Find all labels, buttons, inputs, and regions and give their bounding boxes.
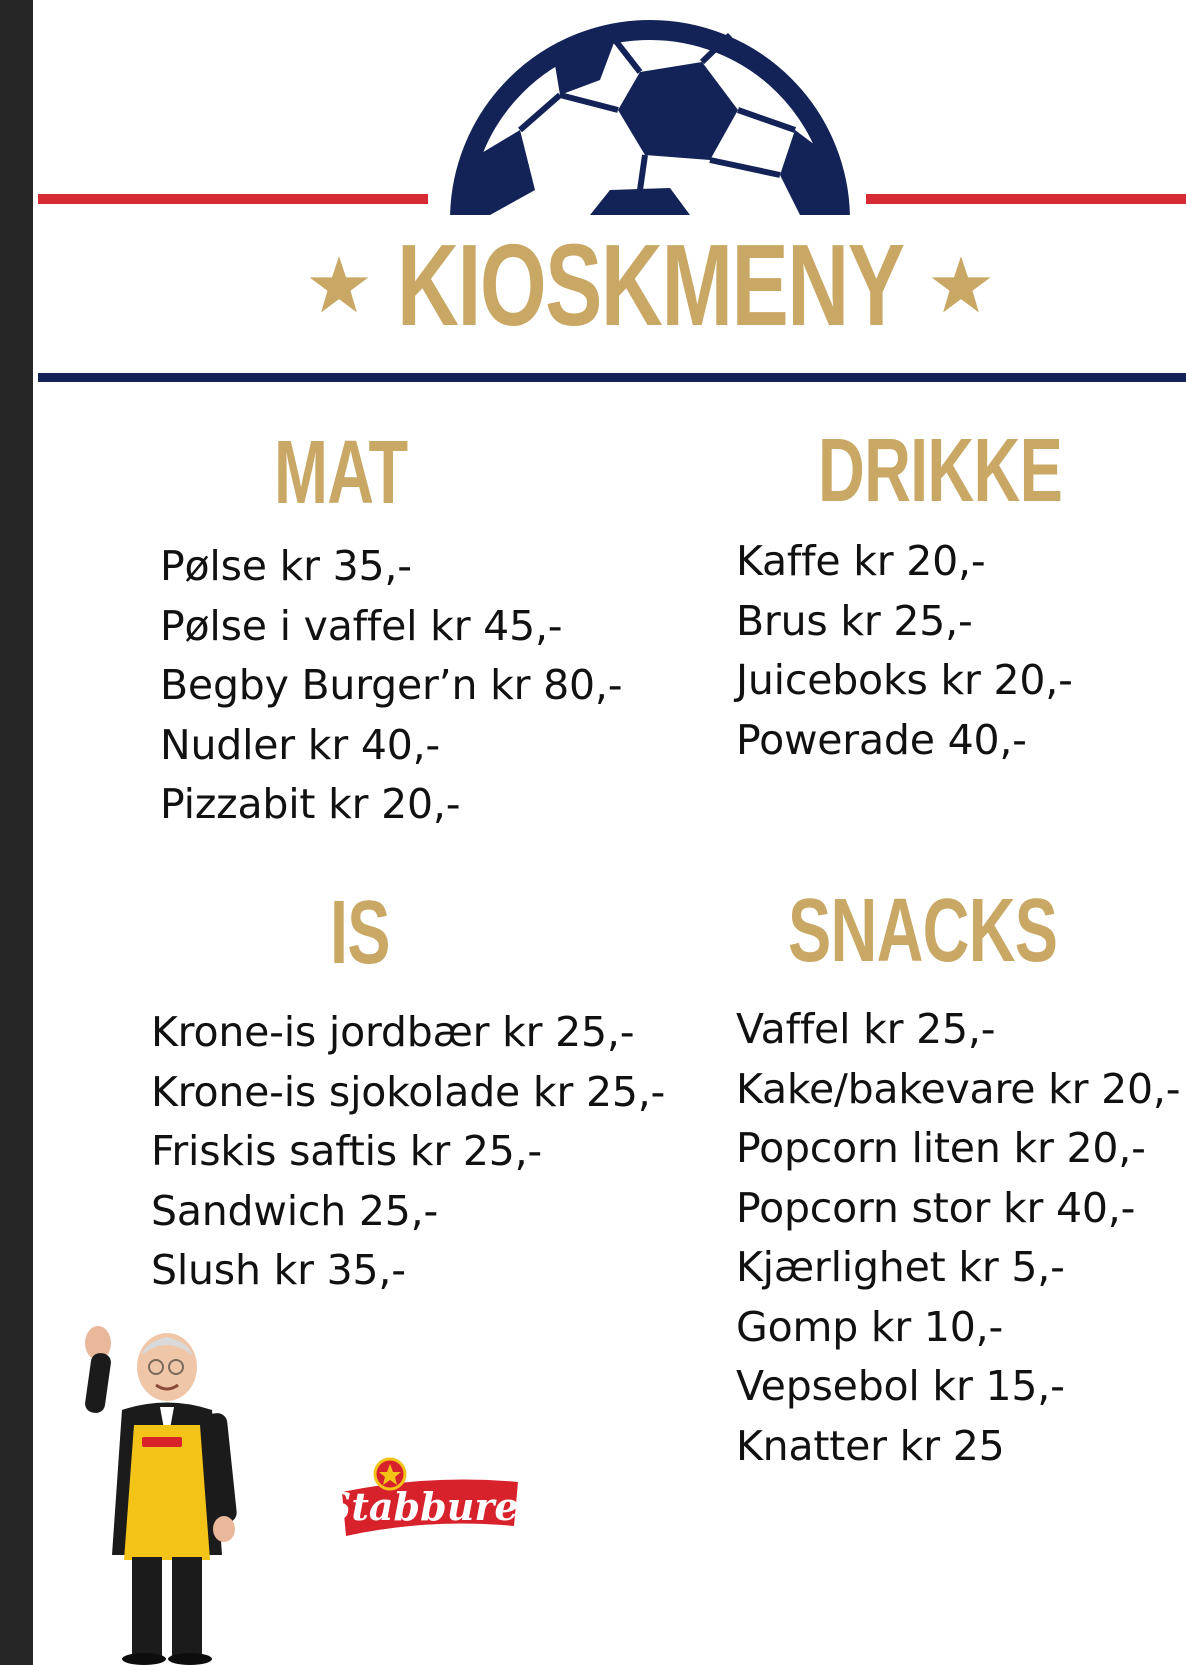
menu-item: Brus kr 25,- <box>736 596 973 645</box>
menu-item: Popcorn liten kr 20,- <box>736 1124 1146 1172</box>
logo-text: Stabburet <box>323 1484 537 1529</box>
red-divider-left <box>38 194 428 204</box>
menu-list-snacks <box>736 1000 1180 1476</box>
menu-item: Krone-is jordbær kr 25,- <box>151 1008 635 1056</box>
navy-divider <box>38 373 1186 382</box>
section-heading-is: IS <box>330 883 390 983</box>
menu-item: Kake/bakevare kr 20,- <box>736 1064 1181 1113</box>
stabburet-logo <box>323 1452 537 1540</box>
menu-list-mat <box>160 537 622 835</box>
left-edge-strip <box>0 0 33 1665</box>
menu-item: Gomp kr 10,- <box>736 1302 1004 1351</box>
menu-item: Nudler kr 40,- <box>160 720 441 769</box>
section-heading-drikke: DRIKKE <box>818 421 1063 521</box>
title-row <box>260 219 1040 350</box>
faint-background-text <box>330 1550 830 1630</box>
menu-item: Krone-is sjokolade kr 25,- <box>151 1067 666 1116</box>
menu-item: Kjærlighet kr 5,- <box>736 1243 1065 1291</box>
page-title: KIOSKMENY <box>396 219 904 350</box>
menu-item: Vaffel kr 25,- <box>736 1005 996 1053</box>
menu-item: Pølse kr 35,- <box>160 542 412 590</box>
soccer-ball-icon <box>440 10 860 215</box>
menu-item: Sandwich 25,- <box>151 1186 439 1235</box>
menu-item: Kaffe kr 20,- <box>736 537 986 585</box>
menu-item: Begby Burger’n kr 80,- <box>160 661 623 709</box>
mascot-illustration <box>72 1325 272 1665</box>
star-icon <box>307 253 371 317</box>
menu-item: Vepsebol kr 15,- <box>736 1362 1065 1410</box>
menu-list-is <box>151 1003 665 1301</box>
section-heading-snacks: SNACKS <box>788 881 1058 981</box>
menu-item: Pølse i vaffel kr 45,- <box>160 601 563 650</box>
menu-item: Juiceboks kr 20,- <box>736 656 1073 704</box>
section-heading-mat: MAT <box>274 423 408 523</box>
menu-item: Friskis saftis kr 25,- <box>151 1127 543 1175</box>
menu-item: Powerade 40,- <box>736 715 1027 764</box>
menu-item: Pizzabit kr 20,- <box>160 780 461 828</box>
star-icon <box>929 253 993 317</box>
menu-item: Popcorn stor kr 40,- <box>736 1183 1136 1232</box>
menu-item: Knatter kr 25 <box>736 1421 1005 1470</box>
red-divider-right <box>866 194 1186 204</box>
menu-item: Slush kr 35,- <box>151 1246 406 1294</box>
menu-list-drikke <box>736 532 1073 770</box>
